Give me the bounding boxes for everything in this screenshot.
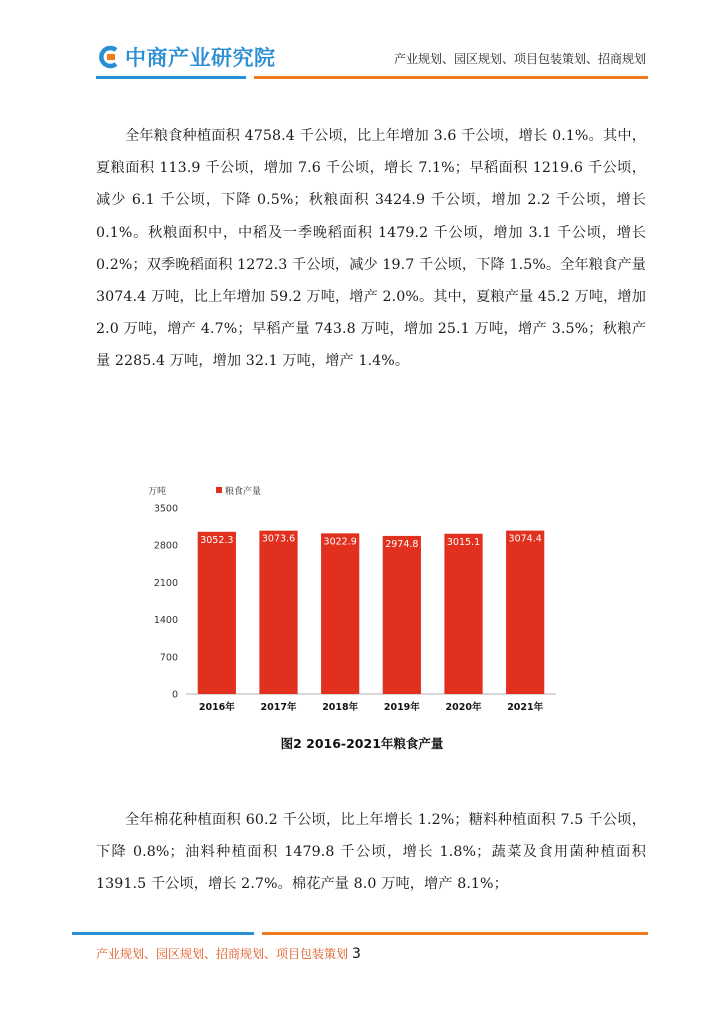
bar-2018年 (321, 533, 359, 694)
data-label-2016年: 3052.3 (200, 534, 234, 546)
y-tick-label-3: 2100 (153, 577, 178, 589)
x-tick-label-2020年: 2020年 (445, 702, 482, 713)
footer (96, 945, 361, 962)
bar-2016年 (198, 532, 236, 694)
bar-2019年 (383, 536, 421, 694)
footer-divider-orange (262, 932, 648, 935)
page-header (0, 0, 724, 80)
page-number: 3 (352, 946, 361, 962)
data-label-2017年: 3073.6 (261, 533, 296, 545)
header-divider-blue (96, 76, 246, 79)
x-tick-label-2017年: 2017年 (260, 702, 297, 713)
data-label-2020年: 3015.1 (446, 536, 481, 548)
chart-svg (138, 478, 568, 728)
footer-tagline: 产业规划、园区规划、招商规划、项目包装策划 (96, 947, 349, 961)
y-axis-unit-label: 万吨 (148, 487, 167, 497)
legend-swatch (216, 487, 222, 493)
y-tick-label-1: 700 (159, 652, 178, 664)
x-tick-label-2019年: 2019年 (383, 702, 420, 713)
data-label-2019年: 2974.8 (385, 538, 419, 550)
body-paragraph-crops: 全年棉花种植面积 60.2 千公顷，比上年增长 1.2%；糖料种植面积 7.5 千公顷，下降 0.8%；油料种植面积 1479.8 千公顷，增长 1.8%；蔬菜及食用菌种植面积 1391.5 千公顷，增长 2.7%。棉花产量 8.0 万吨，增产 8.1%； (96, 812, 646, 893)
x-tick-label-2016年: 2016年 (198, 702, 235, 713)
bar-2021年 (506, 531, 544, 694)
y-tick-label-4: 2800 (153, 540, 178, 552)
header-tagline: 产业规划、园区规划、项目包装策划、招商规划 (393, 52, 646, 66)
y-tick-label-2: 1400 (153, 615, 178, 627)
bar-2020年 (444, 534, 482, 694)
x-tick-label-2021年: 2021年 (507, 702, 544, 713)
legend-label: 粮食产量 (225, 487, 262, 497)
y-tick-label-5: 3500 (153, 503, 178, 515)
grain-output-chart (138, 478, 568, 728)
x-tick-label-2018年: 2018年 (322, 702, 359, 713)
body-paragraph-grain: 全年粮食种植面积 4758.4 千公顷，比上年增加 3.6 千公顷，增长 0.1%。其中，夏粮面积 113.9 千公顷，增加 7.6 千公顷，增长 7.1%；早稻面积 1219.6 千公顷，减少 6.1 千公顷，下降 0.5%；秋粮面积 3424.9 千公顷，增加 2.2 千公顷，增长 0.1%。秋粮面积中，中稻及一季晚稻面积 1479.2 千公顷，增加 3.1 千公顷，增长 0.2%；双季晚稻面积 1272.3 千公顷，减少 19.7 千公顷，下降 1.5%。全年粮食产量 3074.4 万吨，比上年增加 59.2 万吨，增产 2.0%。其中，夏粮产量 45.2 万吨，增加 2.0 万吨，增产 4.7%；早稻产量 743.8 万吨，增加 25.1 万吨，增产 3.5%；秋粮产量 2285.4 万吨，增加 32.1 万吨，增产 1.4%。 (96, 128, 646, 370)
logo-c-icon (96, 44, 122, 70)
header-divider-orange (254, 76, 648, 79)
logo-text: 中商产业研究院 (125, 46, 276, 70)
chart-caption: 图2 2016-2021年粮食产量 (280, 736, 444, 751)
footer-divider-blue (72, 932, 254, 935)
bar-2017年 (259, 531, 297, 694)
logo (96, 42, 276, 72)
data-label-2018年: 3022.9 (323, 536, 357, 548)
data-label-2021年: 3074.4 (508, 533, 542, 545)
y-tick-label-0: 0 (171, 689, 178, 701)
